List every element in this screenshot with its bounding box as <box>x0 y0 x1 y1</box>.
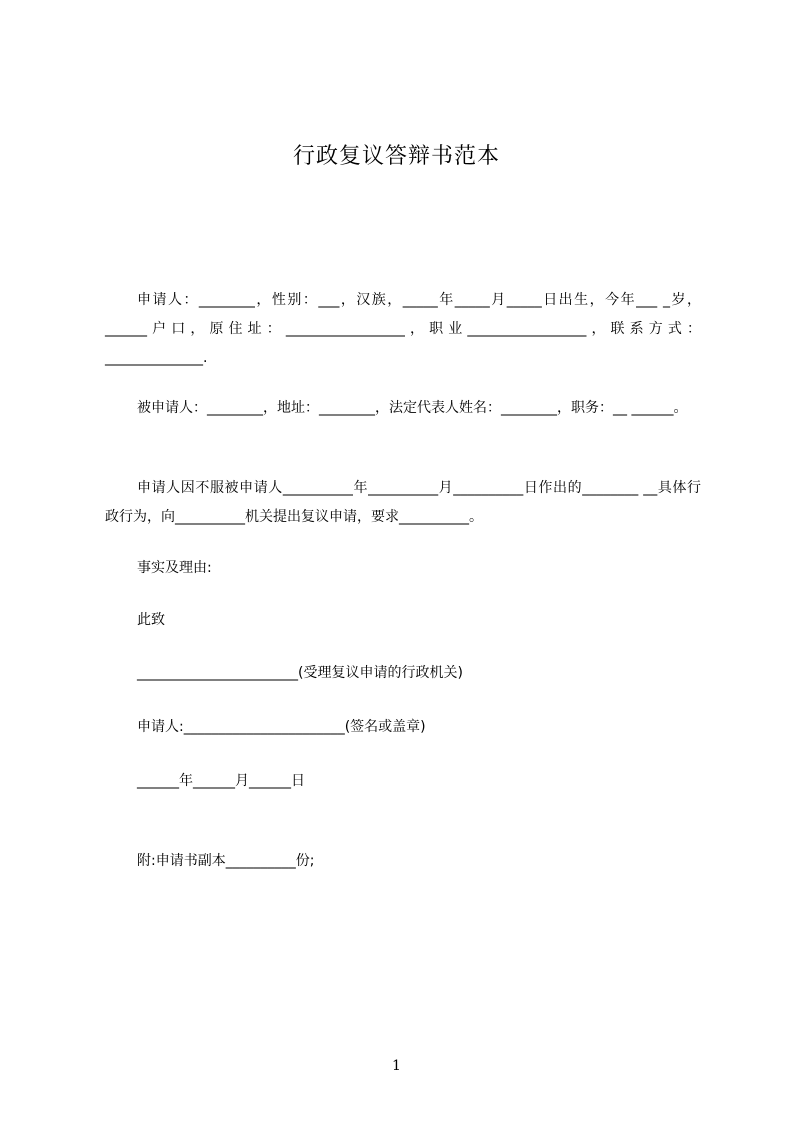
attachment-line: 附:申请书副本__________份; <box>137 853 315 869</box>
request-paragraph: 申请人因不服被申请人__________年__________月__________日作出的________ __具体行政行为，向__________机关提出复议申请，要求__________。 <box>105 480 701 525</box>
closing-text: 此致 <box>137 612 165 628</box>
page-number: 1 <box>392 1058 401 1074</box>
applicant-paragraph: 申请人：________，性别：___，汉族，_____年_____月_____日出生，今年___ _岁，______户口，原住址：_________________，职业_________________，联系方式：______________. <box>105 292 701 366</box>
date-line: ______年______月______日 <box>137 773 305 789</box>
respondent-paragraph: 被申请人：________，地址：________，法定代表人姓名：________，职务：__ ______。 <box>137 400 688 416</box>
facts-label: 事实及理由: <box>137 560 212 576</box>
recipient-line: _______________________(受理复议申请的行政机关) <box>137 665 463 681</box>
signature-line: 申请人:_______________________(签名或盖章) <box>137 719 426 735</box>
document-title: 行政复议答辩书范本 <box>292 144 500 169</box>
